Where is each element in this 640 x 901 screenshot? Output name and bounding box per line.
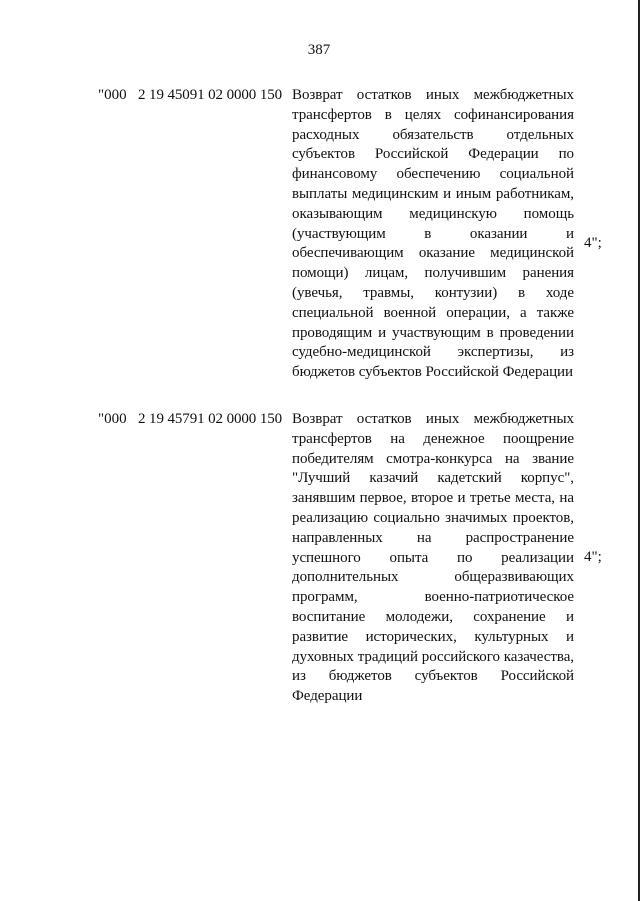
entry-code: 2 19 45091 02 0000 150	[138, 87, 283, 103]
entry-code-prefix: "000	[98, 411, 127, 427]
entry-description: Возврат остатков иных межбюджетных трансфертов в целях софинансирования расходных обязательств отдельных субъектов Российской Федерации по финансовому обеспечению социальной выплаты медицинским и иным работникам, оказывающим медицинскую помощь (участвующим в оказании и обеспечивающим оказание медицинской помощи) лицам, получившим ранения (увечья, травмы, контузии) в ходе специальной военной операции, а также проводящим и участвующим в проведении судебно-медицинской экспертизы, из бюджетов субъектов Российской Федерации	[292, 87, 574, 381]
entry-code: 2 19 45791 02 0000 150	[138, 411, 283, 427]
entry-closing-mark: 4";	[584, 549, 602, 565]
entry-code-prefix: "000	[98, 87, 127, 103]
entry-description: Возврат остатков иных межбюджетных трансфертов на денежное поощрение победителям смотра-конкурса на звание "Лучший казачий кадетский корпус", занявшим первое, второе и третье места, на реализацию социально значимых проектов, направленных на распространение успешного опыта по реализации дополнительных общеразвивающих программ, военно-патриотическое воспитание молодежи, сохранение и развитие исторических, культурных и духовных традиций российского казачества, из бюджетов субъектов Российской Федерации	[292, 411, 574, 705]
entry-closing-mark: 4";	[584, 235, 602, 251]
page-number: 387	[307, 42, 331, 58]
